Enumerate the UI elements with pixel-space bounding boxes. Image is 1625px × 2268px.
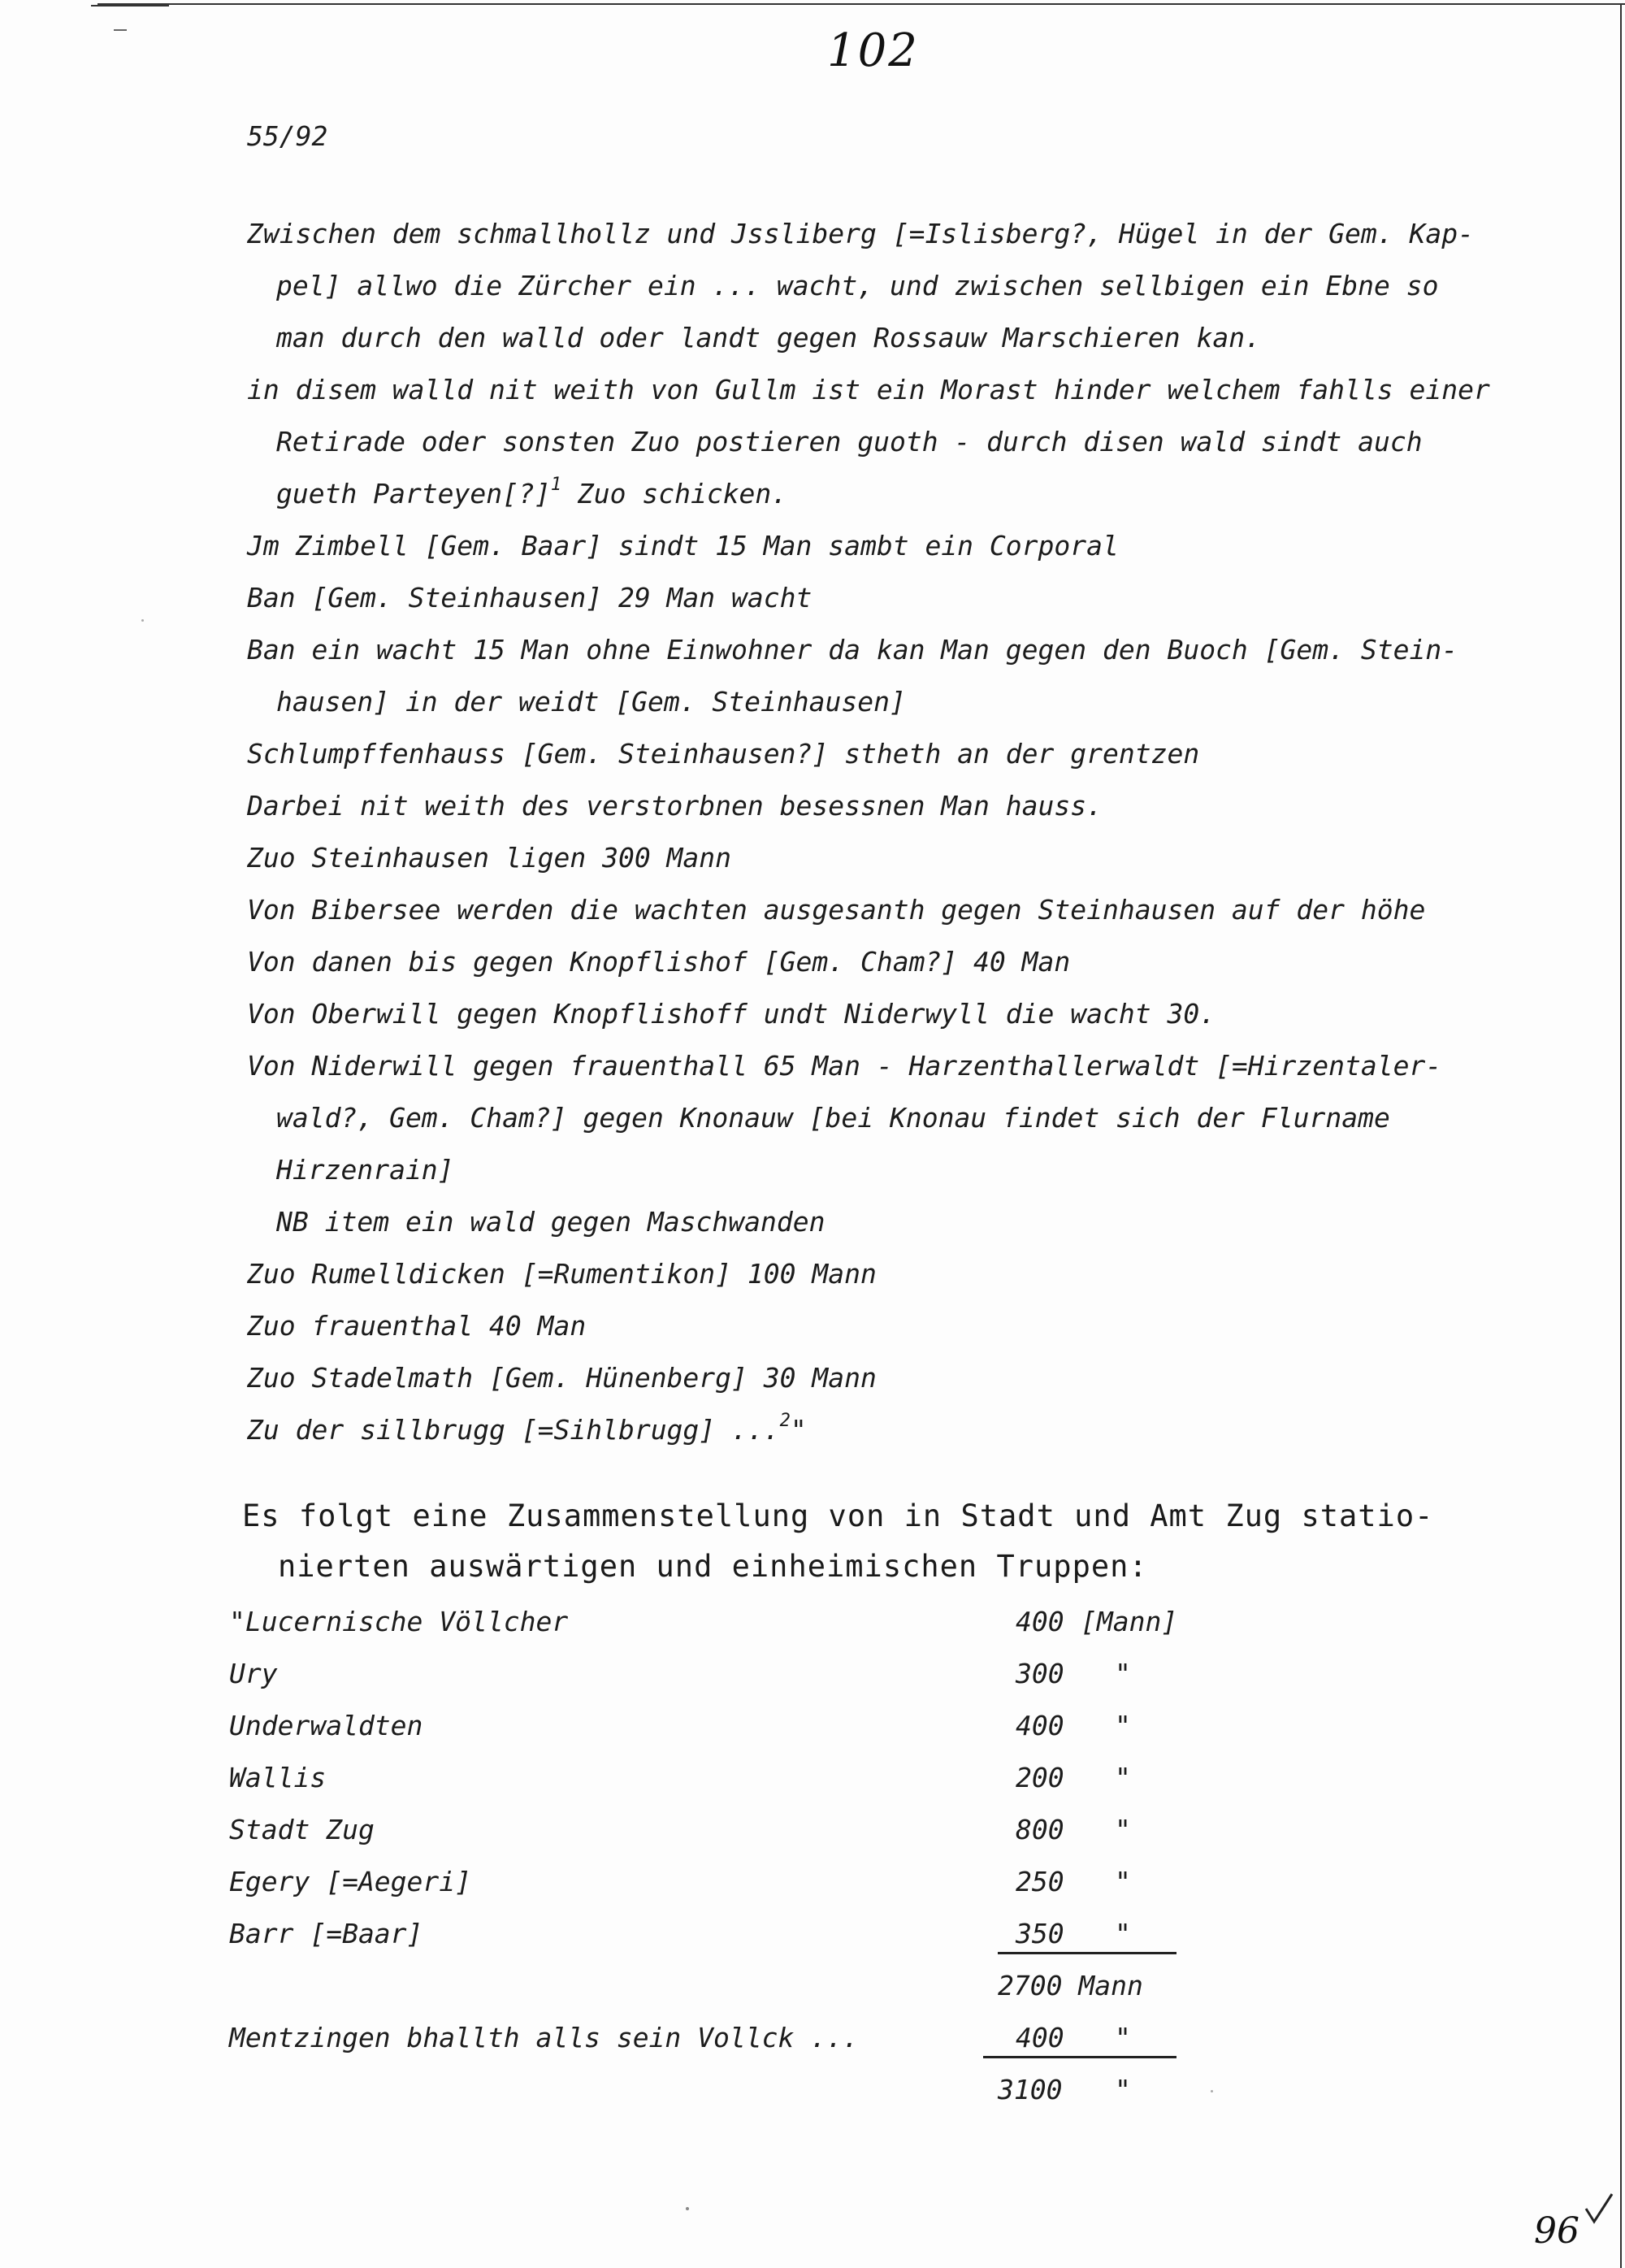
scan-speck [1211,2090,1213,2092]
quote-line [247,894,1425,926]
quote-line-text: wald?, Gem. Cham?] gegen Knonauw [bei Knonau findet sich der Flurname [276,1102,1390,1134]
quote-line-text: man durch den walld oder landt gegen Rossauw Marschieren kan. [276,322,1261,353]
quote-line [276,686,906,718]
scan-mark-left-2 [114,29,127,31]
troop-row-unit: " [1115,1866,1131,1897]
quote-line-text: Von Bibersee werden die wachten ausgesanth gegen Steinhausen auf der höhe [247,894,1426,926]
quote-line-text: Zwischen dem schmallhollz und Jssliberg [=Islisberg?, Hügel in der Gem. Kap- [247,218,1474,249]
troop-total-count: 3100 [998,2074,1063,2105]
quote-line [247,374,1490,405]
quote-line-text: Von Niderwill gegen frauenthall 65 Man - Harzenthallerwaldt [=Hirzentaler- [247,1050,1442,1082]
quote-line [276,475,788,510]
quote-line-text: in disem walld nit weith von Gullm ist ein Morast hinder welchem fahlls einer [247,374,1490,405]
quote-line-text: Zuo frauenthal 40 Man [247,1310,587,1342]
checkmark-icon [1583,2191,1615,2227]
troop-row-name: Wallis [229,1762,327,1793]
troop-row-count: 400 [1016,1606,1064,1637]
scan-mark-left [91,5,169,7]
footnote-marker: 2 [779,1411,791,1431]
quote-line [247,946,1070,978]
quote-line-text: Darbei nit weith des verstorbnen besessnen Man hauss. [247,790,1103,822]
troop-row-unit: [Mann] [1081,1606,1178,1637]
troop-row-count: 250 [1016,1866,1064,1897]
troop-row-unit: " [1115,1918,1131,1949]
quote-line [247,1310,586,1342]
troop-row-name: "Lucernische Völlcher [229,1606,569,1637]
quote-line-continuation: " [790,1414,807,1446]
quote-line-text: Zuo Steinhausen ligen 300 Mann [247,842,732,874]
troop-row-unit: " [1115,1710,1131,1741]
quote-line-text: Zu der sillbrugg [=Sihlbrugg] ... [247,1414,780,1446]
intro-line-1: Es folgt eine Zusammenstellung von in Stadt und Amt Zug statio- [242,1498,1434,1533]
troop-row-name: Egery [=Aegeri] [229,1866,472,1897]
quote-line [276,270,1438,301]
troop-row-unit: " [1115,1814,1131,1845]
quote-line [247,582,812,614]
scan-edge-right [1620,3,1622,2268]
corner-handwritten-number: 96 [1534,2210,1580,2252]
quote-line-text: hausen] in der weidt [Gem. Steinhausen] [276,686,906,718]
quote-line-text: Von danen bis gegen Knopflishof [Gem. Cham?] 40 Man [247,946,1071,978]
troop-row-name: Ury [229,1658,278,1689]
scan-speck [686,2207,689,2210]
quote-line [247,1362,877,1394]
quote-line-text: Von Oberwill gegen Knopflishoff undt Niderwyll die wacht 30. [247,998,1216,1030]
troop-extra-unit: " [1115,2022,1131,2053]
quote-line-text: Jm Zimbell [Gem. Baar] sindt 15 Man sambt ein Corporal [247,530,1119,562]
quote-line-text: Hirzenrain] [276,1154,454,1186]
quote-line-text: Ban [Gem. Steinhausen] 29 Man wacht [247,582,812,614]
quote-line [247,530,1119,562]
troop-row-count: 200 [1016,1762,1064,1793]
quote-line [247,1258,877,1290]
troop-row-count: 300 [1016,1658,1064,1689]
quote-line [276,426,1423,458]
scan-edge-top [98,3,1625,5]
troop-row-unit: " [1115,1658,1131,1689]
total-rule [983,2056,1176,2058]
quote-line [247,1050,1441,1082]
troop-row-count: 400 [1016,1710,1064,1741]
quote-line-text: Ban ein wacht 15 Man ohne Einwohner da kan Man gegen den Buoch [Gem. Stein- [247,634,1458,666]
intro-line-2: nierten auswärtigen und einheimischen Truppen: [278,1549,1148,1584]
troop-row-name: Stadt Zug [229,1814,375,1845]
scan-speck [141,619,144,622]
quote-line-text: gueth Parteyen[?] [276,478,551,510]
quote-line [276,322,1261,353]
quote-line [247,634,1458,666]
troop-extra-name: Mentzingen bhallth alls sein Vollck ... [229,2022,859,2053]
footnote-marker: 1 [550,475,562,495]
quote-line-text: Schlumpffenhauss [Gem. Steinhausen?] stheth an der grentzen [247,738,1200,770]
quote-line-text: Zuo Rumelldicken [=Rumentikon] 100 Mann [247,1258,877,1290]
quote-line [247,998,1216,1030]
quote-line-text: pel] allwo die Zürcher ein ... wacht, und zwischen sellbigen ein Ebne so [276,270,1439,301]
quote-line [276,1102,1390,1134]
quote-line-text: Retirade oder sonsten Zuo postieren guoth - durch disen wald sindt auch [276,426,1423,458]
quote-line [247,790,1103,822]
handwritten-page-number: 102 [827,24,919,77]
quote-line [247,842,731,874]
troop-row-name: Barr [=Baar] [229,1918,423,1949]
subtotal-rule [998,1952,1176,1954]
troop-total-unit: " [1115,2074,1131,2105]
quote-line [247,1411,807,1446]
troop-row-name: Underwaldten [229,1710,423,1741]
troop-row-count: 800 [1016,1814,1064,1845]
troop-extra-count: 400 [1016,2022,1064,2053]
quote-line-continuation: Zuo schicken. [561,478,788,510]
archive-reference: 55/92 [247,120,328,152]
quote-line [247,738,1199,770]
quote-line [276,1206,826,1238]
quote-line-text: NB item ein wald gegen Maschwanden [276,1206,826,1238]
quote-line-text: Zuo Stadelmath [Gem. Hünenberg] 30 Mann [247,1362,877,1394]
troop-subtotal: 2700 Mann [998,1970,1143,2001]
troop-row-unit: " [1115,1762,1131,1793]
troop-row-count: 350 [1016,1918,1064,1949]
quote-line [247,218,1474,249]
quote-line [276,1154,454,1186]
